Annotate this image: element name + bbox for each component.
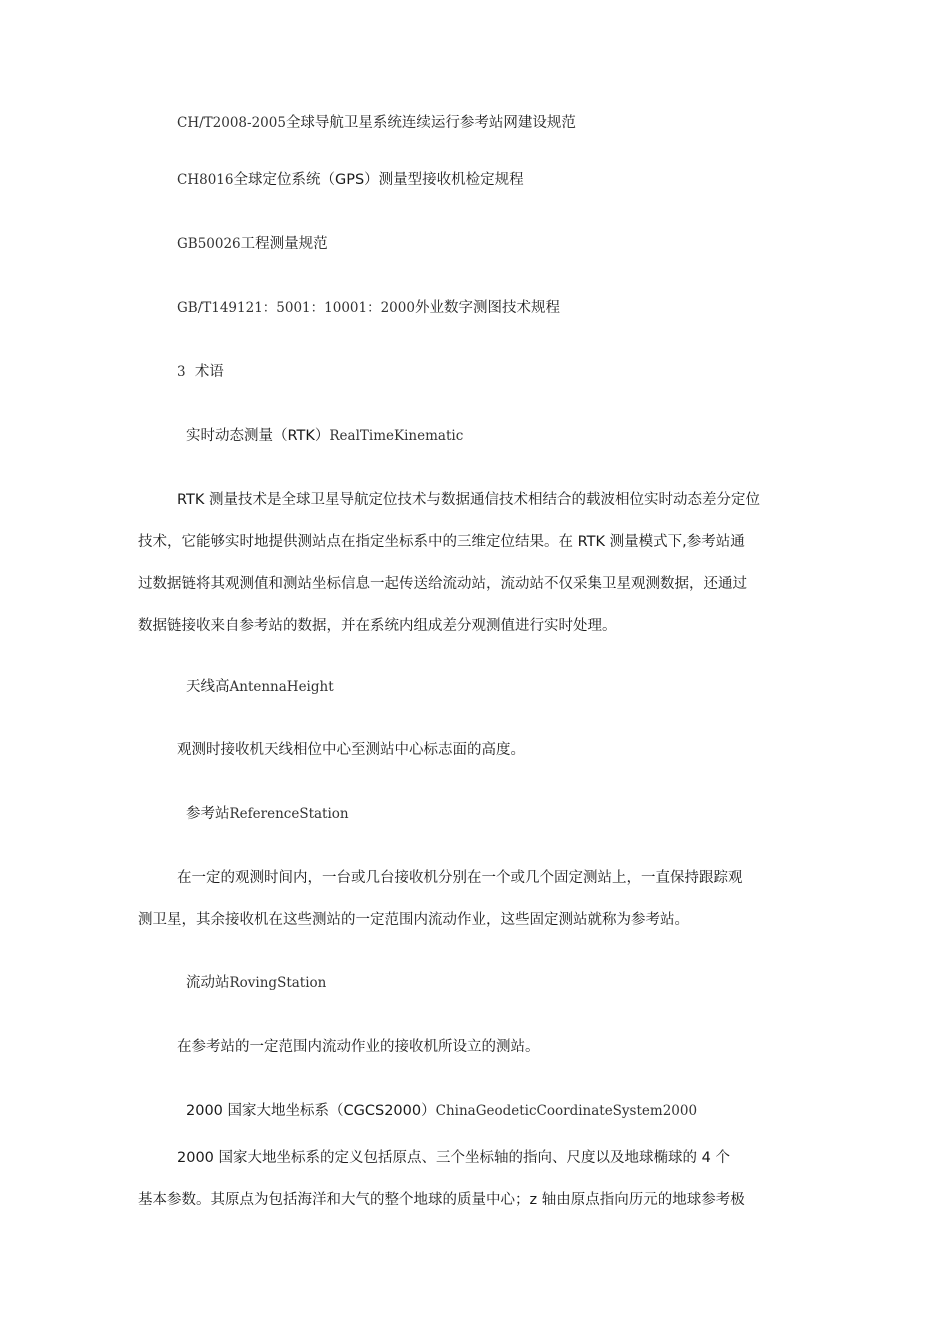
term-cn: 流动站	[186, 975, 230, 991]
term-cn: 天线高	[186, 679, 230, 695]
term-cn: 参考站	[186, 806, 230, 822]
term-definition-rtk	[138, 490, 818, 658]
term-en: AntennaHeight	[229, 679, 334, 695]
paragraph-line: 观测时接收机天线相位中心至测站中心标志面的高度。	[177, 742, 525, 758]
paragraph-line: RTK 测量技术是全球卫星导航定位技术与数据通信技术相结合的载波相位实时动态差分定位	[177, 492, 760, 508]
paragraph-line: 测卫星，其余接收机在这些测站的一定范围内流动作业，这些固定测站就称为参考站。	[138, 912, 689, 928]
reference-title: 全球导航卫星系统连续运行参考站网建设规范	[285, 115, 576, 131]
term-heading-rtk	[186, 426, 463, 446]
paragraph-line: 在一定的观测时间内，一台或几台接收机分别在一个或几个固定测站上，一直保持跟踪观	[177, 870, 743, 886]
term-en: ReferenceStation	[229, 806, 349, 822]
term-definition-roving	[138, 1037, 818, 1079]
term-cn: 实时动态测量（RTK）	[186, 428, 330, 444]
term-heading-cgcs	[186, 1101, 697, 1121]
term-en: ChinaGeodeticCoordinateSystem2000	[435, 1103, 698, 1119]
paragraph-line: 技术，它能够实时地提供测站点在指定坐标系中的三维定位结果。在 RTK 测量模式下,参考站通	[138, 534, 745, 550]
term-definition-antenna	[138, 740, 818, 782]
reference-item	[177, 170, 524, 190]
reference-code: GB50026	[177, 236, 241, 252]
paragraph-line: 2000 国家大地坐标系的定义包括原点、三个坐标轴的指向、尺度以及地球椭球的 4 个	[177, 1150, 730, 1166]
reference-item	[177, 298, 560, 318]
reference-title: 工程测量规范	[240, 236, 328, 252]
term-heading-reference	[186, 804, 349, 824]
reference-code: CH/T2008-2005	[177, 115, 286, 131]
paragraph-line: 数据链接收来自参考站的数据，并在系统内组成差分观测值进行实时处理。	[138, 618, 617, 634]
paragraph-line: 在参考站的一定范围内流动作业的接收机所设立的测站。	[177, 1039, 540, 1055]
section-title: 术语	[194, 364, 224, 380]
reference-item	[177, 234, 328, 254]
term-heading-antenna	[186, 677, 334, 697]
term-definition-cgcs	[138, 1148, 818, 1232]
term-heading-roving	[186, 973, 326, 993]
term-en: RealTimeKinematic	[329, 428, 464, 444]
term-cn: 2000 国家大地坐标系（CGCS2000）	[186, 1103, 436, 1119]
paragraph-line: 过数据链将其观测值和测站坐标信息一起传送给流动站，流动站不仅采集卫星观测数据，还通过	[138, 576, 747, 592]
paragraph-line: 基本参数。其原点为包括海洋和大气的整个地球的质量中心；z 轴由原点指向历元的地球参考极	[138, 1192, 745, 1208]
section-number: 3	[177, 364, 186, 380]
term-definition-reference	[138, 868, 818, 952]
reference-title: 全球定位系统（GPS）测量型接收机检定规程	[233, 172, 524, 188]
reference-title: 外业数字测图技术规程	[414, 300, 560, 316]
reference-code: CH8016	[177, 172, 234, 188]
reference-item	[177, 113, 576, 133]
term-en: RovingStation	[229, 975, 327, 991]
section-heading	[177, 362, 224, 382]
reference-code: GB/T149121：5001：10001：2000	[177, 300, 415, 316]
